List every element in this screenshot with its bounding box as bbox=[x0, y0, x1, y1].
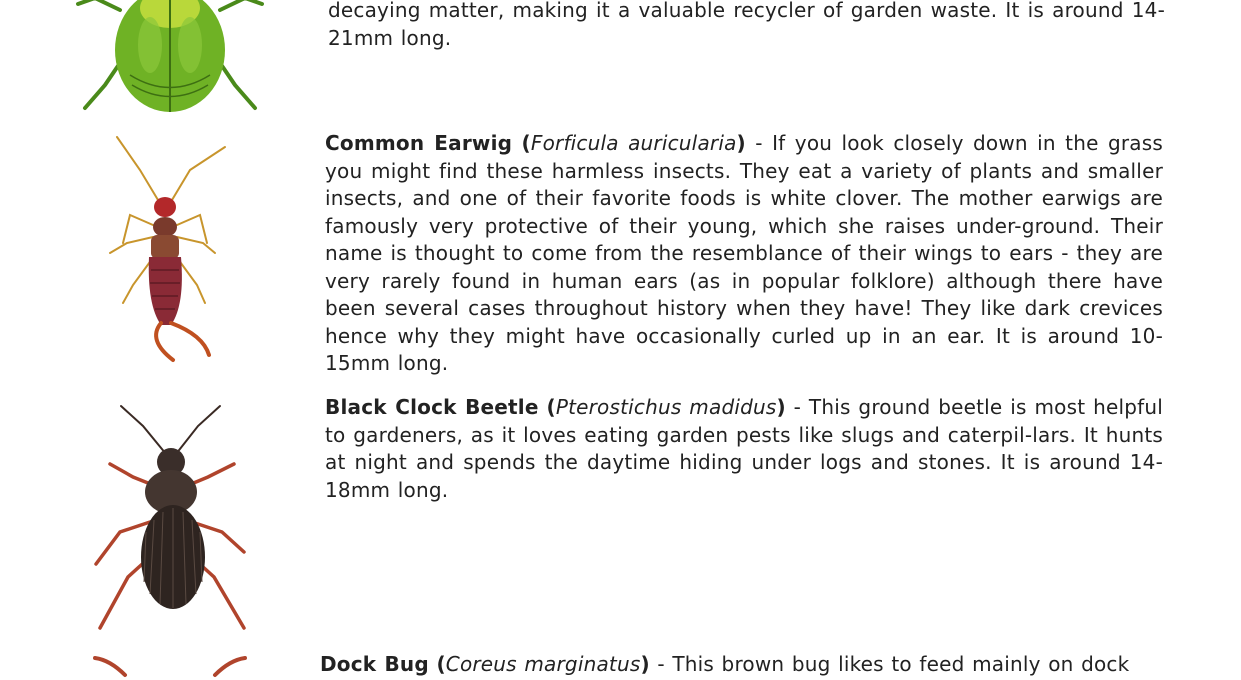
dock-bug-description: - This brown bug likes to feed mainly on dock bbox=[649, 652, 1130, 676]
earwig-text: Common Earwig (Forficula auricularia) - If you look closely down in the grass you might find these harmless insects. They eat a variety of plants and smaller insects, and one of their favorite foods is white clover. The mother earwigs are famously very protective of their young, which she raises under-ground. Their name is thought to come from the resemblance of their wings to ears - they are very rarely found in human ears (as in popular folklore) although there have been several cases throughout history when they have! They like dark crevices hence why they might have occasionally curled up in an ear. It is around 10-15mm long. bbox=[325, 131, 1164, 375]
black-clock-beetle-text: Black Clock Beetle (Pterostichus madidus) - This ground beetle is most helpful to gardeners, as it loves eating garden pests like slugs and caterpil-lars. It hunts at night and spends the daytime hiding under logs and stones. It is around 14-18mm long. bbox=[325, 395, 1163, 502]
black-clock-beetle-illustration bbox=[88, 402, 253, 634]
rose-chafer-description: decaying matter, making it a valuable recycler of garden waste. It is around 14-21mm long. bbox=[328, 0, 1165, 50]
dock-bug-illustration bbox=[90, 655, 250, 680]
dock-bug-text: Dock Bug (Coreus marginatus) - This brown bug likes to feed mainly on dock bbox=[320, 652, 1130, 676]
black-clock-beetle-latin-name: Pterostichus madidus bbox=[555, 395, 777, 419]
earwig-common-name: Common Earwig bbox=[325, 131, 513, 155]
rose-chafer-illustration bbox=[70, 0, 270, 120]
black-clock-beetle-description: - This ground beetle is most helpful to gardeners, as it loves eating garden pests like slugs and caterpil-lars. It hunts at night and spends the daytime hiding under logs and stones. It is around 14-18mm long. bbox=[325, 395, 1163, 502]
earwig-latin-name: Forficula auricularia bbox=[530, 131, 737, 155]
rose-chafer-text bbox=[328, 0, 1165, 52]
dock-bug-common-name: Dock Bug bbox=[320, 652, 429, 676]
black-clock-beetle-common-name: Black Clock Beetle bbox=[325, 395, 539, 419]
earwig-description: - If you look closely down in the grass you might find these harmless insects. They eat a variety of plants and smaller insects, and one of their favorite foods is white clover. The mother earwigs are famously very protective of their young, which she raises under-ground. Their name is thought to come from the resemblance of their wings to ears - they are very rarely found in human ears (as in popular folklore) although there have been several cases throughout history when they have! They like dark crevices hence why they might have occasionally curled up in an ear. It is around 10-15mm long. bbox=[325, 131, 1164, 375]
dock-bug-latin-name: Coreus marginatus bbox=[445, 652, 641, 676]
earwig-illustration bbox=[105, 135, 235, 365]
